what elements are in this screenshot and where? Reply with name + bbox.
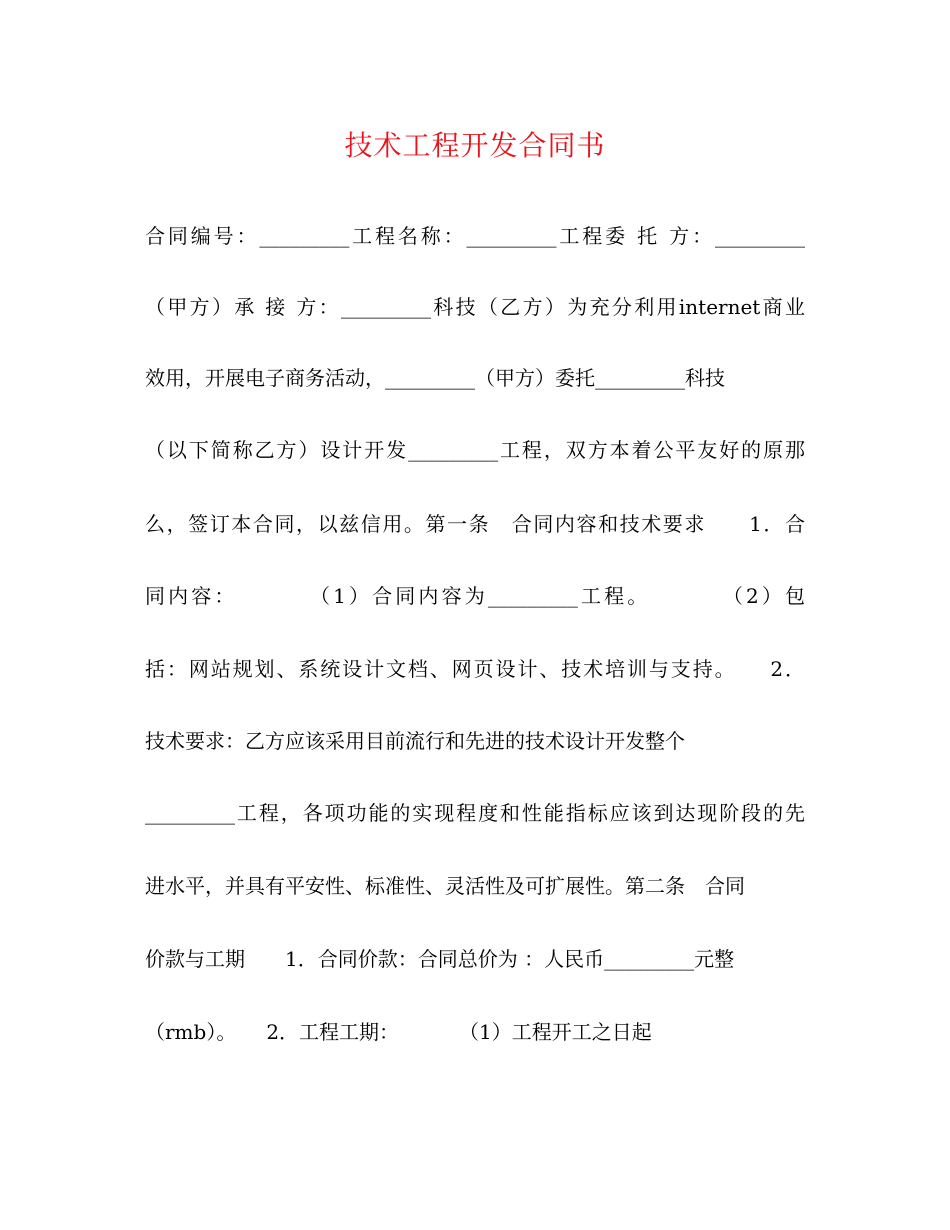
body-line: 同内容： （1）合同内容为_________工程。 （2）包 [145,584,805,608]
body-line: 进水平，并具有平安性、标准性、灵活性及可扩展性。第二条 合同 [145,874,745,898]
body-line: （rmb）。 2．工程工期： （1）工程开工之日起 [145,1020,652,1044]
body-line: （甲方）承 接 方：_________科技（乙方）为充分利用internet商业 [145,295,805,319]
body-line: 效用，开展电子商务活动，_________（甲方）委托_________科技 [145,366,725,390]
body-line: _________工程，各项功能的实现程度和性能指标应该到达现阶段的先 [145,801,805,825]
body-line: （以下简称乙方）设计开发_________工程，双方本着公平友好的原那 [145,438,805,462]
body-line: 括：网站规划、系统设计文档、网页设计、技术培训与支持。 2． [145,657,805,681]
body-line: 价款与工期 1．合同价款：合同总价为 ：人民币_________元整 [145,947,735,971]
document-title: 技术工程开发合同书 [344,129,606,162]
body-line: 么，签订本合同，以兹信用。第一条 合同内容和技术要求 1．合 [145,512,805,536]
body-line: 技术要求：乙方应该采用目前流行和先进的技术设计开发整个 [145,729,685,753]
body-line: 合同编号：_________工程名称：_________工程委 托 方：_________ [145,224,805,248]
